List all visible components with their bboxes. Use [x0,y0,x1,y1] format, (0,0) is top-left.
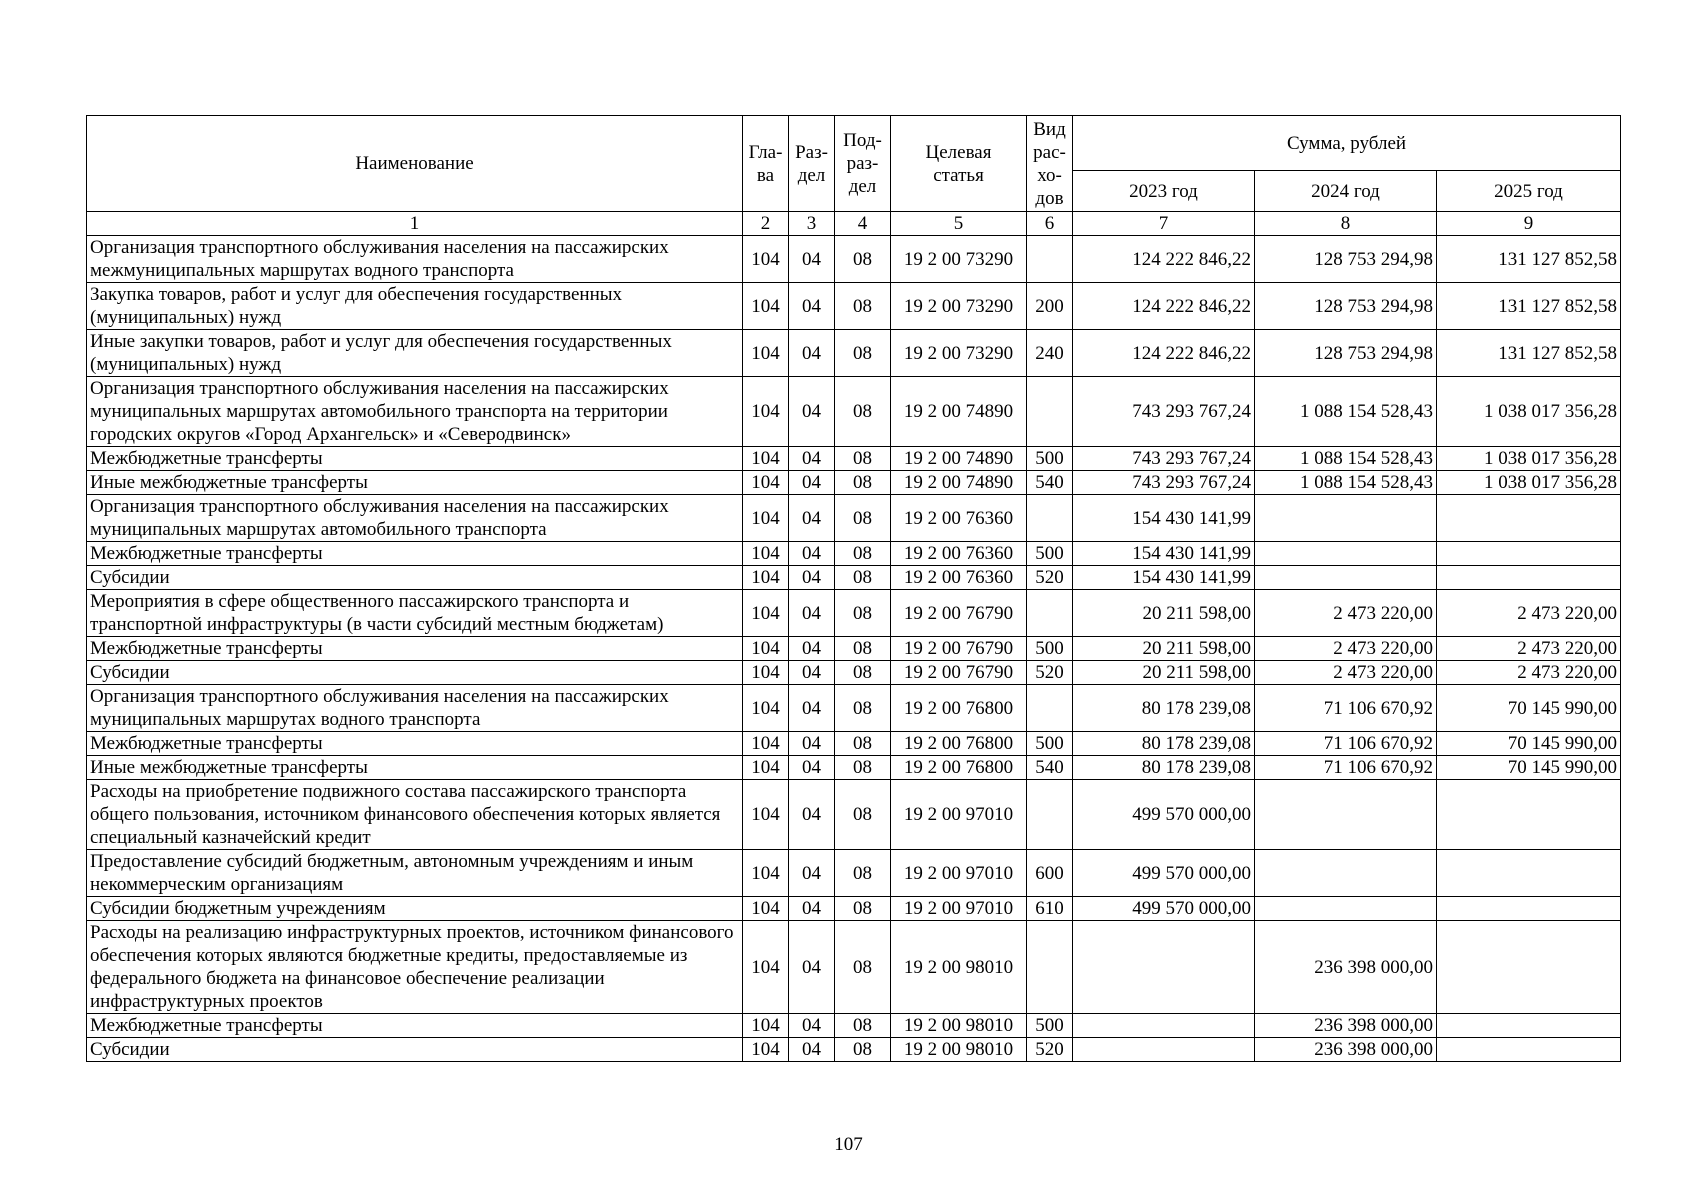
row-amount-2023: 124 222 846,22 [1073,236,1255,283]
row-glava: 104 [743,637,789,661]
header-vid-rashodov: Вид рас- хо- дов [1027,116,1073,212]
row-name: Организация транспортного обслуживания населения на пассажирских муниципальных маршрутах водного транспорта [87,685,743,732]
row-podrazdel: 08 [835,377,891,447]
row-amount-2025: 70 145 990,00 [1437,685,1621,732]
row-vid-rashodov: 540 [1027,471,1073,495]
row-amount-2025 [1437,850,1621,897]
row-podrazdel: 08 [835,756,891,780]
row-amount-2024 [1255,566,1437,590]
table-row [87,447,1621,471]
header-summa: Сумма, рублей [1073,116,1621,171]
row-razdel: 04 [789,756,835,780]
row-vid-rashodov [1027,685,1073,732]
column-number: 5 [891,212,1027,236]
row-podrazdel: 08 [835,637,891,661]
row-vid-rashodov: 500 [1027,732,1073,756]
row-amount-2025 [1437,780,1621,850]
row-amount-2023: 124 222 846,22 [1073,330,1255,377]
table-row [87,661,1621,685]
row-celevaya-statya: 19 2 00 97010 [891,850,1027,897]
row-glava: 104 [743,661,789,685]
row-celevaya-statya: 19 2 00 76360 [891,495,1027,542]
row-name: Субсидии бюджетным учреждениям [87,897,743,921]
header-year-2024: 2024 год [1255,171,1437,212]
row-amount-2023: 499 570 000,00 [1073,780,1255,850]
row-celevaya-statya: 19 2 00 76790 [891,637,1027,661]
row-vid-rashodov [1027,921,1073,1014]
table-row [87,685,1621,732]
row-amount-2023: 743 293 767,24 [1073,377,1255,447]
row-razdel: 04 [789,661,835,685]
table-row [87,495,1621,542]
row-amount-2023: 80 178 239,08 [1073,732,1255,756]
row-podrazdel: 08 [835,921,891,1014]
row-razdel: 04 [789,850,835,897]
row-podrazdel: 08 [835,542,891,566]
row-amount-2024: 2 473 220,00 [1255,661,1437,685]
row-amount-2024: 2 473 220,00 [1255,590,1437,637]
row-amount-2025 [1437,1038,1621,1062]
row-amount-2024: 1 088 154 528,43 [1255,471,1437,495]
row-celevaya-statya: 19 2 00 74890 [891,377,1027,447]
row-vid-rashodov: 600 [1027,850,1073,897]
row-amount-2023: 154 430 141,99 [1073,495,1255,542]
row-celevaya-statya: 19 2 00 76800 [891,756,1027,780]
column-number: 1 [87,212,743,236]
row-amount-2023: 80 178 239,08 [1073,685,1255,732]
row-amount-2023: 124 222 846,22 [1073,283,1255,330]
row-amount-2025 [1437,921,1621,1014]
row-amount-2024: 236 398 000,00 [1255,921,1437,1014]
row-amount-2025: 2 473 220,00 [1437,637,1621,661]
row-amount-2025: 70 145 990,00 [1437,732,1621,756]
row-razdel: 04 [789,732,835,756]
column-number: 8 [1255,212,1437,236]
row-razdel: 04 [789,330,835,377]
row-podrazdel: 08 [835,566,891,590]
column-number: 3 [789,212,835,236]
row-razdel: 04 [789,1038,835,1062]
row-vid-rashodov [1027,780,1073,850]
row-vid-rashodov: 500 [1027,542,1073,566]
row-glava: 104 [743,1014,789,1038]
row-glava: 104 [743,756,789,780]
row-name: Иные межбюджетные трансферты [87,756,743,780]
row-name: Межбюджетные трансферты [87,542,743,566]
row-name: Предоставление субсидий бюджетным, автономным учреждениям и иным некоммерческим организациям [87,850,743,897]
table-row [87,1038,1621,1062]
row-vid-rashodov [1027,236,1073,283]
row-amount-2023: 499 570 000,00 [1073,850,1255,897]
row-amount-2025: 1 038 017 356,28 [1437,471,1621,495]
row-amount-2023 [1073,921,1255,1014]
row-name: Закупка товаров, работ и услуг для обеспечения государственных (муниципальных) нужд [87,283,743,330]
row-vid-rashodov: 520 [1027,1038,1073,1062]
header-glava: Гла- ва [743,116,789,212]
row-amount-2023: 499 570 000,00 [1073,897,1255,921]
row-amount-2023: 154 430 141,99 [1073,542,1255,566]
row-name: Организация транспортного обслуживания населения на пассажирских муниципальных маршрутах автомобильного транспорта на территории городских округов «Город Архангельск» и «Северодвинск» [87,377,743,447]
row-vid-rashodov: 610 [1027,897,1073,921]
row-name: Межбюджетные трансферты [87,732,743,756]
row-amount-2023: 20 211 598,00 [1073,590,1255,637]
row-name: Организация транспортного обслуживания населения на пассажирских межмуниципальных маршрутах водного транспорта [87,236,743,283]
row-glava: 104 [743,447,789,471]
row-podrazdel: 08 [835,732,891,756]
row-glava: 104 [743,921,789,1014]
row-celevaya-statya: 19 2 00 74890 [891,471,1027,495]
row-amount-2024: 128 753 294,98 [1255,283,1437,330]
row-name: Мероприятия в сфере общественного пассажирского транспорта и транспортной инфраструктуры (в части субсидий местным бюджетам) [87,590,743,637]
row-celevaya-statya: 19 2 00 73290 [891,283,1027,330]
table-row [87,637,1621,661]
column-number: 6 [1027,212,1073,236]
table-row [87,566,1621,590]
row-celevaya-statya: 19 2 00 76360 [891,542,1027,566]
row-razdel: 04 [789,471,835,495]
row-celevaya-statya: 19 2 00 97010 [891,897,1027,921]
row-amount-2024 [1255,850,1437,897]
row-podrazdel: 08 [835,283,891,330]
row-razdel: 04 [789,685,835,732]
row-vid-rashodov: 500 [1027,447,1073,471]
row-glava: 104 [743,780,789,850]
row-podrazdel: 08 [835,495,891,542]
row-amount-2025: 1 038 017 356,28 [1437,447,1621,471]
table-row [87,283,1621,330]
row-vid-rashodov: 520 [1027,661,1073,685]
row-name: Организация транспортного обслуживания населения на пассажирских муниципальных маршрутах автомобильного транспорта [87,495,743,542]
row-amount-2024: 2 473 220,00 [1255,637,1437,661]
row-vid-rashodov: 540 [1027,756,1073,780]
table-body [87,236,1621,1062]
row-amount-2025: 131 127 852,58 [1437,283,1621,330]
row-razdel: 04 [789,921,835,1014]
row-amount-2023: 80 178 239,08 [1073,756,1255,780]
row-glava: 104 [743,732,789,756]
row-celevaya-statya: 19 2 00 98010 [891,1014,1027,1038]
row-razdel: 04 [789,495,835,542]
row-glava: 104 [743,897,789,921]
row-glava: 104 [743,377,789,447]
row-vid-rashodov: 500 [1027,1014,1073,1038]
row-amount-2024: 71 106 670,92 [1255,732,1437,756]
row-podrazdel: 08 [835,685,891,732]
row-glava: 104 [743,471,789,495]
row-name: Межбюджетные трансферты [87,1014,743,1038]
row-glava: 104 [743,495,789,542]
row-amount-2024 [1255,542,1437,566]
table-row [87,590,1621,637]
row-amount-2024: 71 106 670,92 [1255,756,1437,780]
row-razdel: 04 [789,637,835,661]
table-row [87,897,1621,921]
row-glava: 104 [743,283,789,330]
row-amount-2024: 128 753 294,98 [1255,236,1437,283]
row-celevaya-statya: 19 2 00 76360 [891,566,1027,590]
row-amount-2025: 1 038 017 356,28 [1437,377,1621,447]
table-row [87,921,1621,1014]
row-vid-rashodov [1027,377,1073,447]
row-celevaya-statya: 19 2 00 76790 [891,590,1027,637]
row-celevaya-statya: 19 2 00 76800 [891,732,1027,756]
row-glava: 104 [743,236,789,283]
row-amount-2025 [1437,542,1621,566]
row-podrazdel: 08 [835,661,891,685]
row-razdel: 04 [789,897,835,921]
row-glava: 104 [743,330,789,377]
table-row [87,330,1621,377]
table-row [87,471,1621,495]
row-amount-2025: 70 145 990,00 [1437,756,1621,780]
row-amount-2024 [1255,780,1437,850]
row-celevaya-statya: 19 2 00 76790 [891,661,1027,685]
table-row [87,756,1621,780]
row-podrazdel: 08 [835,236,891,283]
column-number-row [87,212,1621,236]
row-glava: 104 [743,566,789,590]
row-amount-2024: 236 398 000,00 [1255,1014,1437,1038]
row-podrazdel: 08 [835,1014,891,1038]
row-celevaya-statya: 19 2 00 73290 [891,330,1027,377]
table-row [87,377,1621,447]
row-name: Субсидии [87,566,743,590]
row-glava: 104 [743,542,789,566]
row-amount-2023: 743 293 767,24 [1073,471,1255,495]
row-amount-2025 [1437,1014,1621,1038]
row-celevaya-statya: 19 2 00 74890 [891,447,1027,471]
row-amount-2023: 743 293 767,24 [1073,447,1255,471]
row-name: Межбюджетные трансферты [87,637,743,661]
row-vid-rashodov [1027,495,1073,542]
row-amount-2025 [1437,495,1621,542]
row-razdel: 04 [789,780,835,850]
row-amount-2023 [1073,1038,1255,1062]
row-podrazdel: 08 [835,471,891,495]
row-celevaya-statya: 19 2 00 76800 [891,685,1027,732]
row-vid-rashodov: 500 [1027,637,1073,661]
row-podrazdel: 08 [835,780,891,850]
row-razdel: 04 [789,590,835,637]
row-razdel: 04 [789,566,835,590]
row-name: Субсидии [87,661,743,685]
row-razdel: 04 [789,236,835,283]
row-name: Субсидии [87,1038,743,1062]
row-amount-2024: 236 398 000,00 [1255,1038,1437,1062]
row-podrazdel: 08 [835,850,891,897]
header-name: Наименование [87,116,743,212]
row-vid-rashodov: 520 [1027,566,1073,590]
table-row [87,1014,1621,1038]
row-vid-rashodov: 200 [1027,283,1073,330]
table-row [87,542,1621,566]
row-amount-2024: 1 088 154 528,43 [1255,447,1437,471]
row-podrazdel: 08 [835,447,891,471]
table-row [87,732,1621,756]
row-amount-2024: 1 088 154 528,43 [1255,377,1437,447]
row-amount-2024 [1255,495,1437,542]
budget-table [86,115,1621,1062]
row-amount-2023: 20 211 598,00 [1073,661,1255,685]
table-row [87,780,1621,850]
column-number: 2 [743,212,789,236]
row-amount-2025 [1437,897,1621,921]
row-amount-2024: 71 106 670,92 [1255,685,1437,732]
row-glava: 104 [743,1038,789,1062]
row-celevaya-statya: 19 2 00 98010 [891,1038,1027,1062]
header-year-2025: 2025 год [1437,171,1621,212]
row-razdel: 04 [789,542,835,566]
row-razdel: 04 [789,1014,835,1038]
row-name: Иные закупки товаров, работ и услуг для обеспечения государственных (муниципальных) нужд [87,330,743,377]
header-razdel: Раз- дел [789,116,835,212]
row-podrazdel: 08 [835,330,891,377]
row-vid-rashodov [1027,590,1073,637]
row-amount-2024 [1255,897,1437,921]
row-celevaya-statya: 19 2 00 73290 [891,236,1027,283]
row-name: Иные межбюджетные трансферты [87,471,743,495]
table-row [87,850,1621,897]
table-row [87,236,1621,283]
row-name: Расходы на приобретение подвижного состава пассажирского транспорта общего пользования, источником финансового обеспечения которых является специальный казначейский кредит [87,780,743,850]
row-razdel: 04 [789,447,835,471]
row-podrazdel: 08 [835,897,891,921]
row-razdel: 04 [789,377,835,447]
row-amount-2025: 2 473 220,00 [1437,590,1621,637]
column-number: 9 [1437,212,1621,236]
row-amount-2023: 20 211 598,00 [1073,637,1255,661]
row-glava: 104 [743,685,789,732]
row-vid-rashodov: 240 [1027,330,1073,377]
page-number: 107 [834,1134,863,1155]
row-amount-2025: 131 127 852,58 [1437,236,1621,283]
row-amount-2025 [1437,566,1621,590]
row-podrazdel: 08 [835,590,891,637]
column-number: 4 [835,212,891,236]
row-glava: 104 [743,590,789,637]
row-amount-2023: 154 430 141,99 [1073,566,1255,590]
row-celevaya-statya: 19 2 00 97010 [891,780,1027,850]
row-podrazdel: 08 [835,1038,891,1062]
column-number: 7 [1073,212,1255,236]
row-amount-2025: 131 127 852,58 [1437,330,1621,377]
header-year-2023: 2023 год [1073,171,1255,212]
row-glava: 104 [743,850,789,897]
row-amount-2023 [1073,1014,1255,1038]
row-name: Межбюджетные трансферты [87,447,743,471]
header-podrazdel: Под- раз- дел [835,116,891,212]
row-amount-2024: 128 753 294,98 [1255,330,1437,377]
header-celevaya-statya: Целевая статья [891,116,1027,212]
row-razdel: 04 [789,283,835,330]
row-amount-2025: 2 473 220,00 [1437,661,1621,685]
row-name: Расходы на реализацию инфраструктурных проектов, источником финансового обеспечения которых являются бюджетные кредиты, предоставляемые из федерального бюджета на финансовое обеспечение реализации инфраструктурных проектов [87,921,743,1014]
row-celevaya-statya: 19 2 00 98010 [891,921,1027,1014]
